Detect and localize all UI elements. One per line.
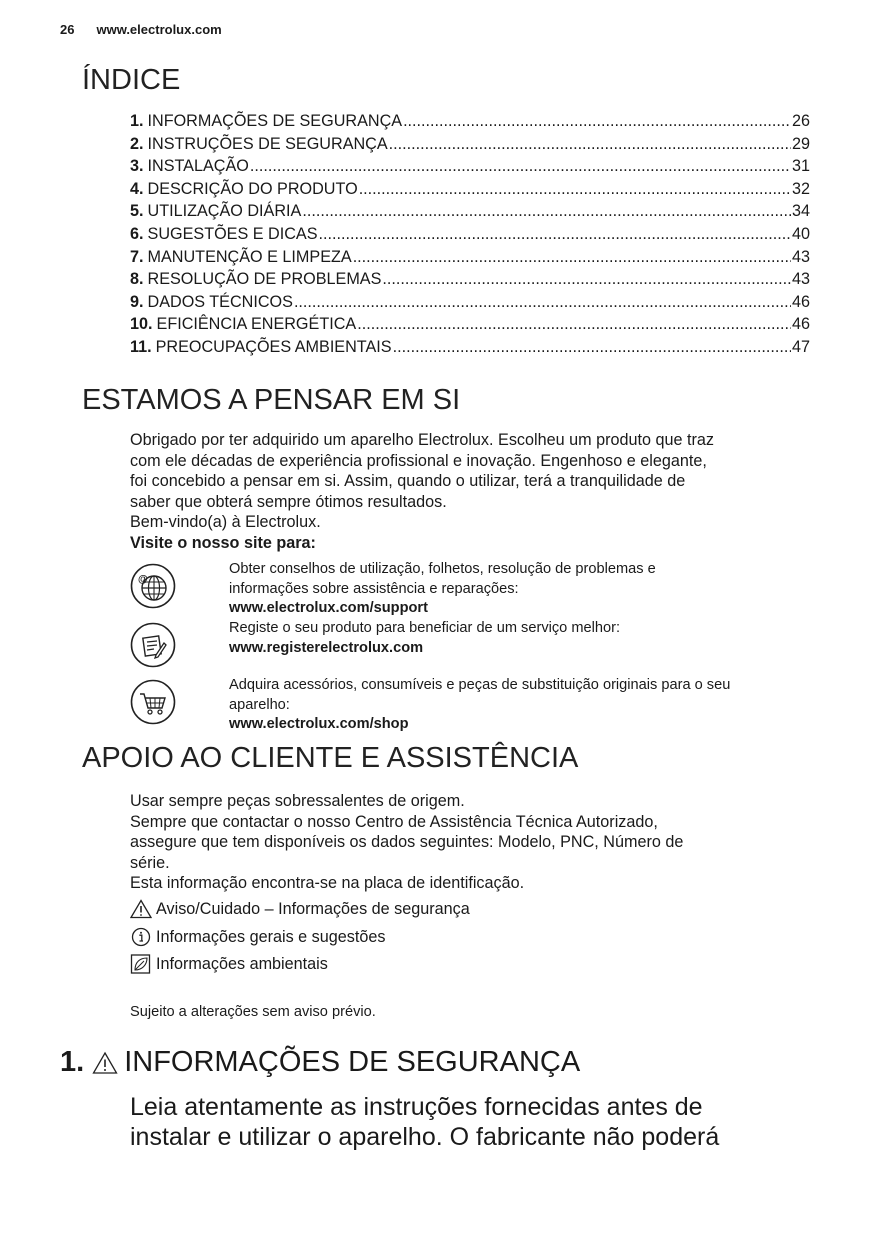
toc-item[interactable] [130,135,810,158]
toc-item-page: 26 [791,112,810,130]
environment-leaf-icon [130,954,152,974]
toc-item-label: INSTRUÇÕES DE SEGURANÇA [147,134,388,153]
legend-label: Informações ambientais [156,954,328,973]
text-line: assegure que tem disponíveis os dados seguintes: Modelo, PNC, Número de [130,833,684,852]
text-line: Registe o seu produto para beneficiar de um serviço melhor: [229,620,620,636]
legend-info [130,927,385,947]
toc-leader [382,270,791,289]
safety-heading [60,1046,580,1079]
service-text [229,676,819,735]
text-line: Bem-vindo(a) à Electrolux. [130,513,321,532]
toc-item-label: INSTALAÇÃO [147,157,249,176]
toc-item-label: INFORMAÇÕES DE SEGURANÇA [147,112,403,130]
toc-item[interactable] [130,293,810,316]
web-globe-icon [130,563,176,609]
register-form-icon [130,622,176,668]
toc-item[interactable] [130,202,810,225]
thinking-title: ESTAMOS A PENSAR EM SI [82,384,461,416]
toc-item-page: 31 [791,157,810,176]
toc-item-label: PREOCUPAÇÕES AMBIENTAIS [155,337,392,356]
section-title: INFORMAÇÕES DE SEGURANÇA [124,1046,581,1078]
toc-item-page: 43 [791,270,810,289]
info-circle-icon [130,927,152,947]
support-paragraph [130,791,820,894]
toc-title: ÍNDICE [82,64,181,96]
toc-leader [393,338,791,357]
shopping-cart-icon [130,679,176,725]
section-number: 1. [60,1046,85,1078]
legend-environment [130,954,328,974]
toc-item-label: DESCRIÇÃO DO PRODUTO [147,179,358,198]
support-title: APOIO AO CLIENTE E ASSISTÊNCIA [82,742,579,774]
shop-url-link[interactable]: www.electrolux.com/shop [229,716,409,732]
page-number: 26 [60,22,75,37]
toc-item-page: 43 [791,247,810,266]
support-url-link[interactable]: www.electrolux.com/support [229,600,428,616]
toc-item[interactable] [130,270,810,293]
text-line: com ele décadas de experiência profissional e inovação. Engenhoso e elegante, [130,451,707,470]
legend-warning [130,899,470,919]
toc-item-number: 1. [130,112,144,130]
toc-item-label: DADOS TÉCNICOS [147,292,293,311]
legend-label: Aviso/Cuidado – Informações de segurança [156,899,470,918]
text-line: série. [130,853,170,872]
service-text [229,560,819,619]
warning-triangle-icon [130,899,152,919]
toc-leader [250,157,791,176]
text-line: informações sobre assistência e reparações: [229,580,519,597]
toc-item[interactable] [130,225,810,248]
text-line: foi concebido a pensar em si. Assim, quando o utilizar, terá a tranquilidade de [130,472,686,491]
text-line: Adquira acessórios, consumíveis e peças de substituição originais para o seu [229,677,731,693]
toc-item-label: RESOLUÇÃO DE PROBLEMAS [147,270,382,289]
toc-item-number: 6. [130,224,144,243]
text-line: Obrigado por ter adquirido um aparelho Electrolux. Escolheu um produto que traz [130,431,714,449]
text-line: Sempre que contactar o nosso Centro de Assistência Técnica Autorizado, [130,812,658,831]
toc-item-number: 2. [130,134,144,153]
toc-leader [357,315,791,334]
text-line: instalar e utilizar o aparelho. O fabricante não poderá [130,1123,720,1151]
toc-item-label: EFICIÊNCIA ENERGÉTICA [156,315,357,334]
table-of-contents [130,112,810,361]
toc-leader [319,225,791,244]
toc-item[interactable] [130,315,810,338]
toc-leader [359,180,791,199]
safety-paragraph [130,1092,830,1152]
toc-leader [353,248,791,267]
toc-item[interactable] [130,248,810,271]
toc-leader [302,202,791,221]
thinking-paragraph [130,430,820,554]
toc-item-number: 5. [130,202,144,221]
toc-item-page: 34 [791,202,810,221]
toc-item-label: UTILIZAÇÃO DIÁRIA [147,202,302,221]
toc-item[interactable] [130,157,810,180]
toc-leader [294,293,791,312]
text-line: Obter conselhos de utilização, folhetos, resolução de problemas e [229,561,656,577]
toc-item-number: 11. [130,337,152,356]
svg-text:@: @ [138,574,148,585]
toc-item-number: 7. [130,247,144,266]
toc-item-page: 46 [791,315,810,334]
toc-item-number: 4. [130,179,144,198]
change-notice: Sujeito a alterações sem aviso prévio. [130,1004,376,1020]
toc-leader [403,112,791,131]
toc-item-label: SUGESTÕES E DICAS [147,224,318,243]
visit-title: Visite o nosso site para: [130,533,316,552]
service-text [229,619,819,658]
toc-item-page: 29 [791,134,810,153]
text-line: saber que obterá sempre ótimos resultados. [130,492,447,511]
header-site-link[interactable]: www.electrolux.com [96,22,222,37]
register-url-link[interactable]: www.registerelectrolux.com [229,639,424,656]
toc-item[interactable] [130,338,810,361]
text-line: Leia atentamente as instruções fornecidas antes de [130,1093,703,1121]
toc-item-number: 10. [130,315,153,334]
toc-item-number: 9. [130,292,144,311]
warning-triangle-icon [92,1051,118,1075]
toc-item-number: 8. [130,270,144,289]
toc-item[interactable] [130,112,810,135]
page-header [60,22,222,37]
legend-label: Informações gerais e sugestões [156,927,386,946]
toc-item-page: 46 [791,292,810,311]
text-line: Esta informação encontra-se na placa de identificação. [130,874,525,893]
text-line: Usar sempre peças sobressalentes de origem. [130,792,465,810]
toc-item[interactable] [130,180,810,203]
toc-leader [389,135,791,154]
toc-item-label: MANUTENÇÃO E LIMPEZA [147,247,352,266]
text-line: aparelho: [229,696,290,713]
toc-item-page: 47 [791,337,810,356]
toc-item-number: 3. [130,157,144,176]
toc-item-page: 32 [791,179,810,198]
toc-item-page: 40 [791,224,810,243]
